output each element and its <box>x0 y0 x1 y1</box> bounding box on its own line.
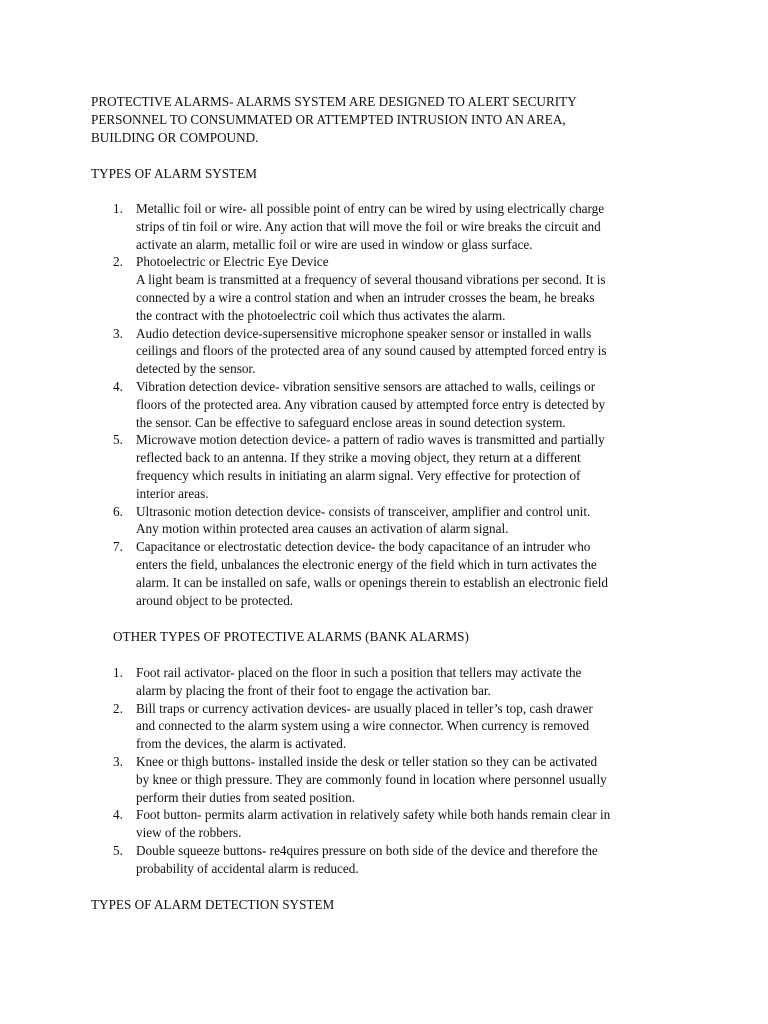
item-number: 6. <box>113 503 123 519</box>
item-text: ceilings and floors of the protected area of any sound caused by attempted forced entry is <box>136 343 607 359</box>
item-number: 2. <box>113 254 123 270</box>
item-text: Foot button- permits alarm activation in relatively safety while both hands remain clear in <box>136 807 611 823</box>
title-line: PROTECTIVE ALARMS- ALARMS SYSTEM ARE DESIGNED TO ALERT SECURITY <box>91 94 577 109</box>
item-number: 3. <box>113 325 123 341</box>
item-number: 7. <box>113 539 123 555</box>
alarm-types-list <box>91 200 681 609</box>
list-item <box>91 253 681 324</box>
item-text: Foot rail activator- placed on the floor in such a position that tellers may activate the <box>136 665 582 680</box>
list-item <box>91 325 681 378</box>
item-text: activate an alarm, metallic foil or wire are used in window or glass surface. <box>136 236 533 252</box>
item-text: the sensor. Can be effective to safeguard enclose areas in sound detection system. <box>136 414 566 430</box>
title-line: PERSONNEL TO CONSUMMATED OR ATTEMPTED INTRUSION INTO AN AREA, <box>91 111 566 127</box>
item-text: Bill traps or currency activation devices- are usually placed in teller’s top, cash drawer <box>136 700 593 716</box>
bank-alarms-list <box>91 664 681 878</box>
item-text: detected by the sensor. <box>136 361 256 377</box>
item-text: perform their duties from seated position. <box>136 789 356 805</box>
item-text: A light beam is transmitted at a frequency of several thousand vibrations per second. It is <box>136 272 606 288</box>
bank-alarms-heading: OTHER TYPES OF PROTECTIVE ALARMS (BANK ALARMS) <box>113 629 469 644</box>
item-text: by knee or thigh pressure. They are commonly found in location where personnel usually <box>136 771 607 787</box>
list-item <box>91 842 681 878</box>
item-number: 5. <box>113 432 123 448</box>
item-number: 4. <box>113 378 123 394</box>
item-text: alarm by placing the front of their foot to engage the activation bar. <box>136 682 491 698</box>
item-text: reflected back to an antenna. If they strike a moving object, they return at a different <box>136 450 581 466</box>
item-text: floors of the protected area. Any vibration caused by attempted force entry is detected by <box>136 396 606 412</box>
item-text: alarm. It can be installed on safe, walls or openings therein to establish an electronic field <box>136 574 609 590</box>
item-text: Knee or thigh buttons- installed inside the desk or teller station so they can be activated <box>136 753 598 769</box>
item-text: strips of tin foil or wire. Any action that will move the foil or wire breaks the circuit and <box>136 218 601 234</box>
item-number: 3. <box>113 753 123 769</box>
item-number: 2. <box>113 700 123 716</box>
item-text: Any motion within protected area causes an activation of alarm signal. <box>136 521 509 537</box>
list-item <box>91 806 681 842</box>
item-text: connected by a wire a control station and when an intruder crosses the beam, he breaks <box>136 289 595 305</box>
item-text: the contract with the photoelectric coil which thus activates the alarm. <box>136 307 506 323</box>
item-number: 4. <box>113 807 123 823</box>
list-item <box>91 664 681 700</box>
title-line: BUILDING OR COMPOUND. <box>91 129 259 145</box>
item-text: Ultrasonic motion detection device- consists of transceiver, amplifier and control unit. <box>136 503 591 519</box>
list-item <box>91 700 681 753</box>
detection-heading: TYPES OF ALARM DETECTION SYSTEM <box>91 897 335 912</box>
item-text: enters the field, unbalances the electronic energy of the field which in turn activates the <box>136 556 597 572</box>
item-text: frequency which results in initiating an alarm signal. Very effective for protection of <box>136 467 581 483</box>
item-text: Capacitance or electrostatic detection device- the body capacitance of an intruder who <box>136 539 591 555</box>
item-text: and connected to the alarm system using a wire connector. When currency is removed <box>136 718 590 734</box>
item-text: Microwave motion detection device- a pattern of radio waves is transmitted and partially <box>136 432 605 448</box>
list-item <box>91 378 681 431</box>
item-text: Photoelectric or Electric Eye Device <box>136 254 329 270</box>
document-title <box>91 93 691 146</box>
list-item <box>91 503 681 539</box>
item-text: Vibration detection device- vibration sensitive sensors are attached to walls, ceilings or <box>136 378 596 394</box>
item-text: Double squeeze buttons- re4quires pressure on both side of the device and therefore the <box>136 842 598 858</box>
item-number: 1. <box>113 665 123 680</box>
list-item <box>91 431 681 502</box>
list-item <box>91 753 681 806</box>
item-number: 5. <box>113 842 123 858</box>
item-text: probability of accidental alarm is reduced. <box>136 860 359 876</box>
item-text: from the devices, the alarm is activated. <box>136 736 347 752</box>
types-heading: TYPES OF ALARM SYSTEM <box>91 166 257 181</box>
item-text: around object to be protected. <box>136 592 294 608</box>
list-item <box>91 200 681 253</box>
item-number: 1. <box>113 201 123 216</box>
item-text: Metallic foil or wire- all possible point of entry can be wired by using electrically charge <box>136 201 605 216</box>
item-text: view of the robbers. <box>136 825 242 841</box>
list-item <box>91 538 681 609</box>
item-text: interior areas. <box>136 485 209 501</box>
item-text: Audio detection device-supersensitive microphone speaker sensor or installed in walls <box>136 325 592 341</box>
